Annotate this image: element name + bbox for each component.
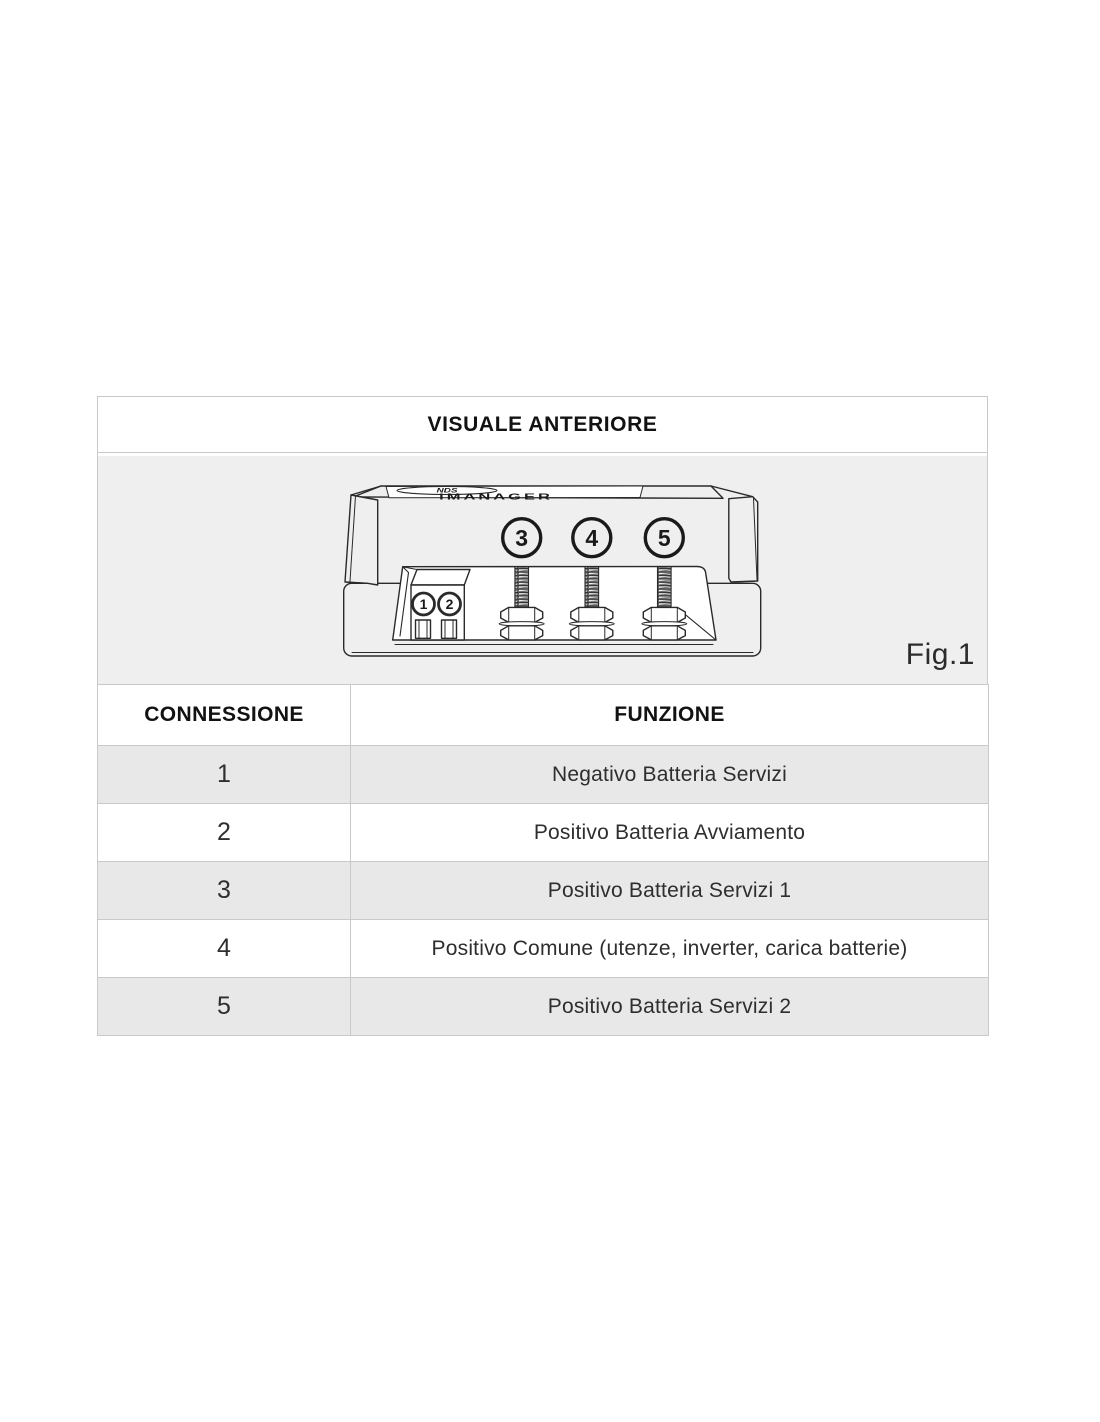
panel-title: VISUALE ANTERIORE — [97, 396, 988, 453]
cell-connessione: 5 — [98, 978, 351, 1036]
table-body — [98, 746, 989, 1036]
table-row — [98, 862, 989, 920]
table-row — [98, 978, 989, 1036]
figure-caption: Fig.1 — [905, 638, 975, 671]
stud-callouts — [503, 519, 684, 557]
terminal-1-label: 1 — [419, 596, 428, 612]
left-flange — [345, 495, 378, 585]
cell-funzione: Positivo Batteria Servizi 1 — [351, 862, 989, 920]
terminal-3-label: 3 — [515, 525, 529, 551]
cell-funzione: Positivo Batteria Avviamento — [351, 804, 989, 862]
cell-funzione: Positivo Comune (utenze, inverter, carica batterie) — [351, 920, 989, 978]
connection-table — [97, 684, 989, 1036]
table-row — [98, 804, 989, 862]
terminal-2-label: 2 — [445, 596, 454, 612]
cell-connessione: 3 — [98, 862, 351, 920]
table-header-row — [98, 685, 989, 746]
cell-funzione: Positivo Batteria Servizi 2 — [351, 978, 989, 1036]
terminal-4-label: 4 — [585, 525, 599, 551]
device-top-face — [351, 486, 753, 501]
cell-connessione: 1 — [98, 746, 351, 804]
terminal-block — [404, 567, 471, 640]
column-header-connessione: CONNESSIONE — [98, 685, 351, 746]
table-row — [98, 920, 989, 978]
front-view-panel — [97, 396, 988, 1036]
model-label: iMANAGER — [439, 491, 553, 502]
cell-connessione: 4 — [98, 920, 351, 978]
cell-connessione: 2 — [98, 804, 351, 862]
right-flange — [729, 497, 758, 582]
column-header-funzione: FUNZIONE — [351, 685, 989, 746]
cell-funzione: Negativo Batteria Servizi — [351, 746, 989, 804]
brand-label: NDS — [436, 486, 458, 494]
terminal-5-label: 5 — [657, 525, 671, 551]
device-drawing — [336, 470, 766, 667]
figure-area — [97, 456, 988, 684]
table-row — [98, 746, 989, 804]
